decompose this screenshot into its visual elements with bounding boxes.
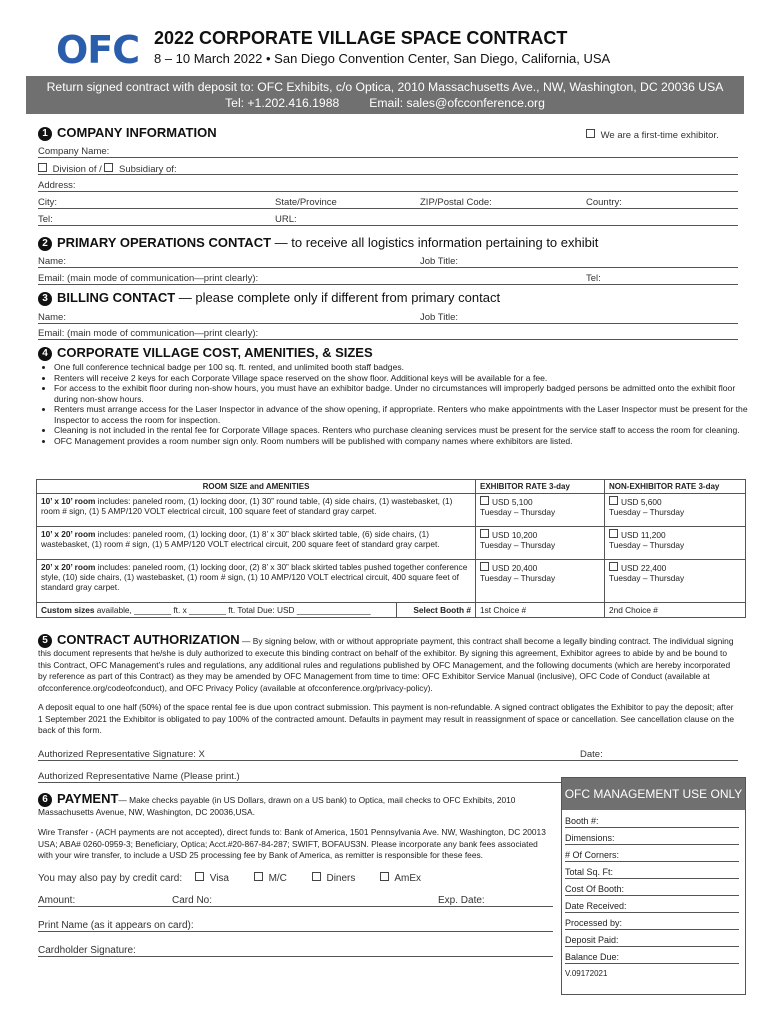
ofc-logo: OFC [56,28,140,72]
management-title: OFC MANAGEMENT USE ONLY [562,778,745,810]
url-label: URL: [275,214,297,225]
visa-label: Visa [209,873,229,884]
job-title-label: Job Title: [420,256,459,267]
section-title: CORPORATE VILLAGE COST, AMENITIES, & SIZES [57,345,373,360]
section-number: 6 [38,793,52,807]
contract-title: 2022 CORPORATE VILLAGE SPACE CONTRACT [154,28,568,48]
rate-days: Tuesday – Thursday [609,540,685,550]
col-exhibitor-rate: EXHIBITOR RATE 3-day [476,480,605,494]
table-row [37,494,746,527]
company-name-label: Company Name: [38,146,110,157]
subsidiary-label: Subsidiary of: [119,164,177,175]
first-choice-cell[interactable]: 1st Choice # [476,603,605,618]
mgmt-row[interactable]: # Of Corners: [565,846,739,862]
room-desc: includes: paneled room, (1) locking door, (1) 30” round table, (4) side chairs, (1) wastebasket, (1) room # sign, (1) 5 AMP/120 VOLT electrical circuit, 100 square feet of standard gray carpet. [41,496,453,516]
exhibitor-rate-cell[interactable] [476,560,605,603]
bullet-item: • Renters will receive 2 keys for each Corporate Village space reserved on the show floor. Additional keys will be available for a fee. [54,373,754,384]
table-row [37,560,746,603]
bullet-item: • For access to the exhibit floor during non-show hours, you must have an exhibitor badge. Under no circumstances will improperly badged persons be admitted onto the exhibit floor during non-show hours. [54,383,754,404]
rate-value: USD 10,200 [492,530,538,540]
name-field[interactable] [38,267,738,268]
mgmt-row[interactable]: Processed by: [565,914,739,930]
exhibitor-rate-cell[interactable] [476,494,605,527]
table-header-row [37,480,746,494]
section-subtitle: — please complete only if different from primary contact [175,290,501,305]
billing-email-label: Email: (main mode of communication—print clearly): [38,328,259,339]
mgmt-row[interactable]: Dimensions: [565,829,739,845]
rate-days: Tuesday – Thursday [480,573,556,583]
select-booth-label: Select Booth # [396,603,475,617]
banner-email[interactable]: Email: sales@ofcconference.org [369,96,545,110]
room-desc-cell [37,494,476,527]
address-field[interactable] [38,191,738,192]
date-label: Date: [580,749,603,760]
custom-size-fields: available, ________ ft. x ________ ft. Total Due: USD ________________ [94,605,371,615]
address-label: Address: [38,180,76,191]
room-size: 10’ x 20’ room [41,529,96,539]
card-no-label: Card No: [172,895,213,906]
section-number: 2 [38,237,52,251]
banner-address: Return signed contract with deposit to: OFC Exhibits, c/o Optica, 2010 Massachusetts Ave., NW, Washington, DC 20036 USA [46,80,724,94]
country-label: Country: [586,197,622,208]
division-field[interactable] [38,174,738,175]
section-number: 3 [38,292,52,306]
mgmt-row[interactable]: Total Sq. Ft: [565,863,739,879]
bullet-item: • Renters must arrange access for the Laser Inspector in advance of the show opening, if appropriate. Renters who make appointments with the Laser Inspector must be present for the Inspector to access the room for inspection. [54,404,754,425]
section-cost-amenities [38,345,373,361]
cardholder-signature-label: Cardholder Signature: [38,945,136,956]
payment-text: — Make checks payable (in US Dollars, drawn on a US bank) to Optica, mail checks to OFC Exhibits, 2010 Massachusetts Avenue, NW, Washington, DC 20036,USA. [38,795,516,817]
first-time-exhibitor[interactable] [586,129,719,141]
non-exhibitor-rate-cell[interactable] [605,527,746,560]
table-row-custom [37,603,746,618]
checkbox-icon[interactable] [586,129,595,138]
section-title: BILLING CONTACT [57,290,176,305]
mc-checkbox[interactable] [254,872,263,881]
mgmt-row[interactable]: Date Received: [565,897,739,913]
credit-card-row [38,872,421,884]
event-subtitle: 8 – 10 March 2022 • San Diego Convention Center, San Diego, California, USA [154,51,611,66]
rate-value: USD 11,200 [621,530,666,540]
section-number: 4 [38,347,52,361]
email-field[interactable] [38,284,738,285]
room-desc-cell [37,560,476,603]
section-subtitle: — to receive all logistics information pertaining to exhibit [271,235,599,250]
room-size: 20’ x 20’ room [41,562,96,572]
version-code: V.09172021 [565,969,608,978]
section-heading [38,791,118,806]
rate-checkbox[interactable] [480,562,489,571]
billing-job-title-label: Job Title: [420,312,459,323]
table-row [37,527,746,560]
company-name-field[interactable] [38,157,738,158]
non-exhibitor-rate-cell[interactable] [605,560,746,603]
custom-size-label: Custom sizes [41,605,95,615]
billing-name-field[interactable] [38,323,738,324]
city-label: City: [38,197,57,208]
first-time-label: We are a first-time exhibitor. [600,130,719,141]
section-contract-authorization [38,634,738,694]
city-field[interactable] [38,208,738,209]
rate-value: USD 5,600 [621,497,662,507]
banner-contact [26,95,744,111]
banner-tel: Tel: +1.202.416.1988 [225,96,340,110]
rate-days: Tuesday – Thursday [480,507,556,517]
visa-checkbox[interactable] [195,872,204,881]
name-label: Name: [38,256,66,267]
rates-table [36,479,746,618]
cardholder-signature-field[interactable] [38,956,553,957]
rate-value: USD 20,400 [492,563,538,573]
mgmt-row[interactable]: Cost Of Booth: [565,880,739,896]
custom-size[interactable] [37,603,396,617]
bullet-item: • One full conference technical badge per 100 sq. ft. rented, and unlimited booth staff badges. [54,362,754,373]
bullet-item: • Cleaning is not included in the rental fee for Corporate Village spaces. Renters who purchase cleaning services must be present for the service staff to access the room for cleaning. [54,425,754,436]
rate-days: Tuesday – Thursday [480,540,556,550]
wire-transfer-text: Wire Transfer - (ACH payments are not accepted), direct funds to: Bank of America, 1501 Pennsylvania Ave. NW, Washington, DC 20013 USA; ABA# 0260-0959-3; Beneficiary, Optica; Acct.#20-867-84-287; SWIFT, BOFAUS3N. Please incorporate any bank fees associated with your wire transfer, to include a USD 25 processing fee by Bank of America, as remitter is responsible for these fees. [38,827,546,860]
mgmt-row[interactable]: Deposit Paid: [565,931,739,947]
rep-name-label: Authorized Representative Name (Please print.) [38,771,240,782]
rep-name-field[interactable] [38,782,561,783]
billing-email-field[interactable] [38,339,738,340]
section-heading [38,632,240,647]
rate-checkbox[interactable] [609,529,618,538]
section-title: PRIMARY OPERATIONS CONTACT [57,235,272,250]
mgmt-row[interactable]: Balance Due: [565,948,739,964]
rate-checkbox[interactable] [609,562,618,571]
section-title: COMPANY INFORMATION [57,125,217,140]
email-label: Email: (main mode of communication—print clearly): [38,273,259,284]
deposit-text: A deposit equal to one half (50%) of the space rental fee is due upon contract submission. This payment is non-refundable. A signed contract obligates the Exhibitor to pay the deposit; after 1 September 2021 the Exhibitor is obligated to pay 100% of the contracted amount. Defaults in payment may result in reassignment of space or cancellation. See cancellation clause on the back of this form. [38,702,735,735]
rate-days: Tuesday – Thursday [609,507,685,517]
signature-field[interactable] [38,760,738,761]
col-non-exhibitor-rate: NON-EXHIBITOR RATE 3-day [605,480,746,494]
state-label: State/Province [275,197,337,208]
rate-days: Tuesday – Thursday [609,573,685,583]
section-number: 5 [38,634,52,648]
amount-label: Amount: [38,895,76,906]
diners-label: Diners [326,873,356,884]
section-primary-contact [38,235,598,251]
authorization-text: — By signing below, with or without appropriate payment, this contract shall become a legally binding contract. The individual signing this document represents that he/she is duly authorized to execute this binding contract on behalf of the exhibitor. By signing this agreement, Exhibitor agrees to abide by and be bound to this Contract, OFC Management’s rules and regulations, any additional rules and regulations published by OFC Management, and the following documents (which are hereby incorporated by reference as part of this Contract) as they may be amended by OFC Management from time to time: OFC Exhibitor Service Manual (inclusive), OFC Code of Conduct (available at ofcconference.org/codeofconduct), and OFC Privacy Policy (available at ofcconference.org/privacy-policy). [38,636,734,693]
bullet-item: • OFC Management provides a room number sign only. Room numbers will be published with company names where exhibitors are listed. [54,436,754,447]
section-number: 1 [38,127,52,141]
mc-label: M/C [268,873,287,884]
mgmt-row[interactable]: Booth #: [565,812,739,828]
tel-field[interactable] [38,225,738,226]
diners-checkbox[interactable] [312,872,321,881]
room-desc: includes: paneled room, (1) locking door, (2) 8’ x 30” black skirted tables pushed together conference style, (10) side chairs, (1) wastebasket, (1) room # sign, (1) 10 AMP/120 VOLT electrical circuit, 400 square feet of standard gray carpet. [41,562,468,592]
contact-tel-label: Tel: [586,273,601,284]
exp-date-label: Exp. Date: [438,895,485,906]
rate-value: USD 5,100 [492,497,533,507]
card-field[interactable] [38,906,553,907]
section-billing-contact [38,290,500,306]
return-banner [26,76,744,114]
rate-value: USD 22,400 [621,563,667,573]
rate-checkbox[interactable] [480,496,489,505]
print-name-label: Print Name (as it appears on card): [38,920,194,931]
rate-checkbox[interactable] [480,529,489,538]
signature-label: Authorized Representative Signature: X [38,749,205,760]
amex-checkbox[interactable] [380,872,389,881]
subsidiary-checkbox[interactable] [104,163,113,172]
room-desc-cell [37,527,476,560]
room-desc: includes: paneled room, (1) locking door, (1) 8’ x 30” black skirted table, (6) side chairs, (1) wastebasket, (1) room # sign, (1) 5 AMP/120 VOLT electrical circuit, 200 square feet of standard gray carpet. [41,529,440,549]
print-name-field[interactable] [38,931,553,932]
second-choice-cell[interactable]: 2nd Choice # [605,603,746,618]
custom-size-cell[interactable] [37,603,476,618]
exhibitor-rate-cell[interactable] [476,527,605,560]
non-exhibitor-rate-cell[interactable] [605,494,746,527]
division-checkbox[interactable] [38,163,47,172]
room-size: 10’ x 10’ room [41,496,96,506]
section-payment [38,793,553,819]
col-room-size: ROOM SIZE and AMENITIES [37,480,476,494]
tel-label: Tel: [38,214,53,225]
amenities-bullets [40,362,754,446]
billing-name-label: Name: [38,312,66,323]
amex-label: AmEx [394,873,422,884]
section-title: CONTRACT AUTHORIZATION [57,632,240,647]
management-box [561,777,746,995]
zip-label: ZIP/Postal Code: [420,197,492,208]
section-company-info [38,125,217,141]
section-title: PAYMENT [57,791,119,806]
credit-card-label: You may also pay by credit card: [38,873,183,884]
division-label: Division of / [52,164,102,175]
rate-checkbox[interactable] [609,496,618,505]
